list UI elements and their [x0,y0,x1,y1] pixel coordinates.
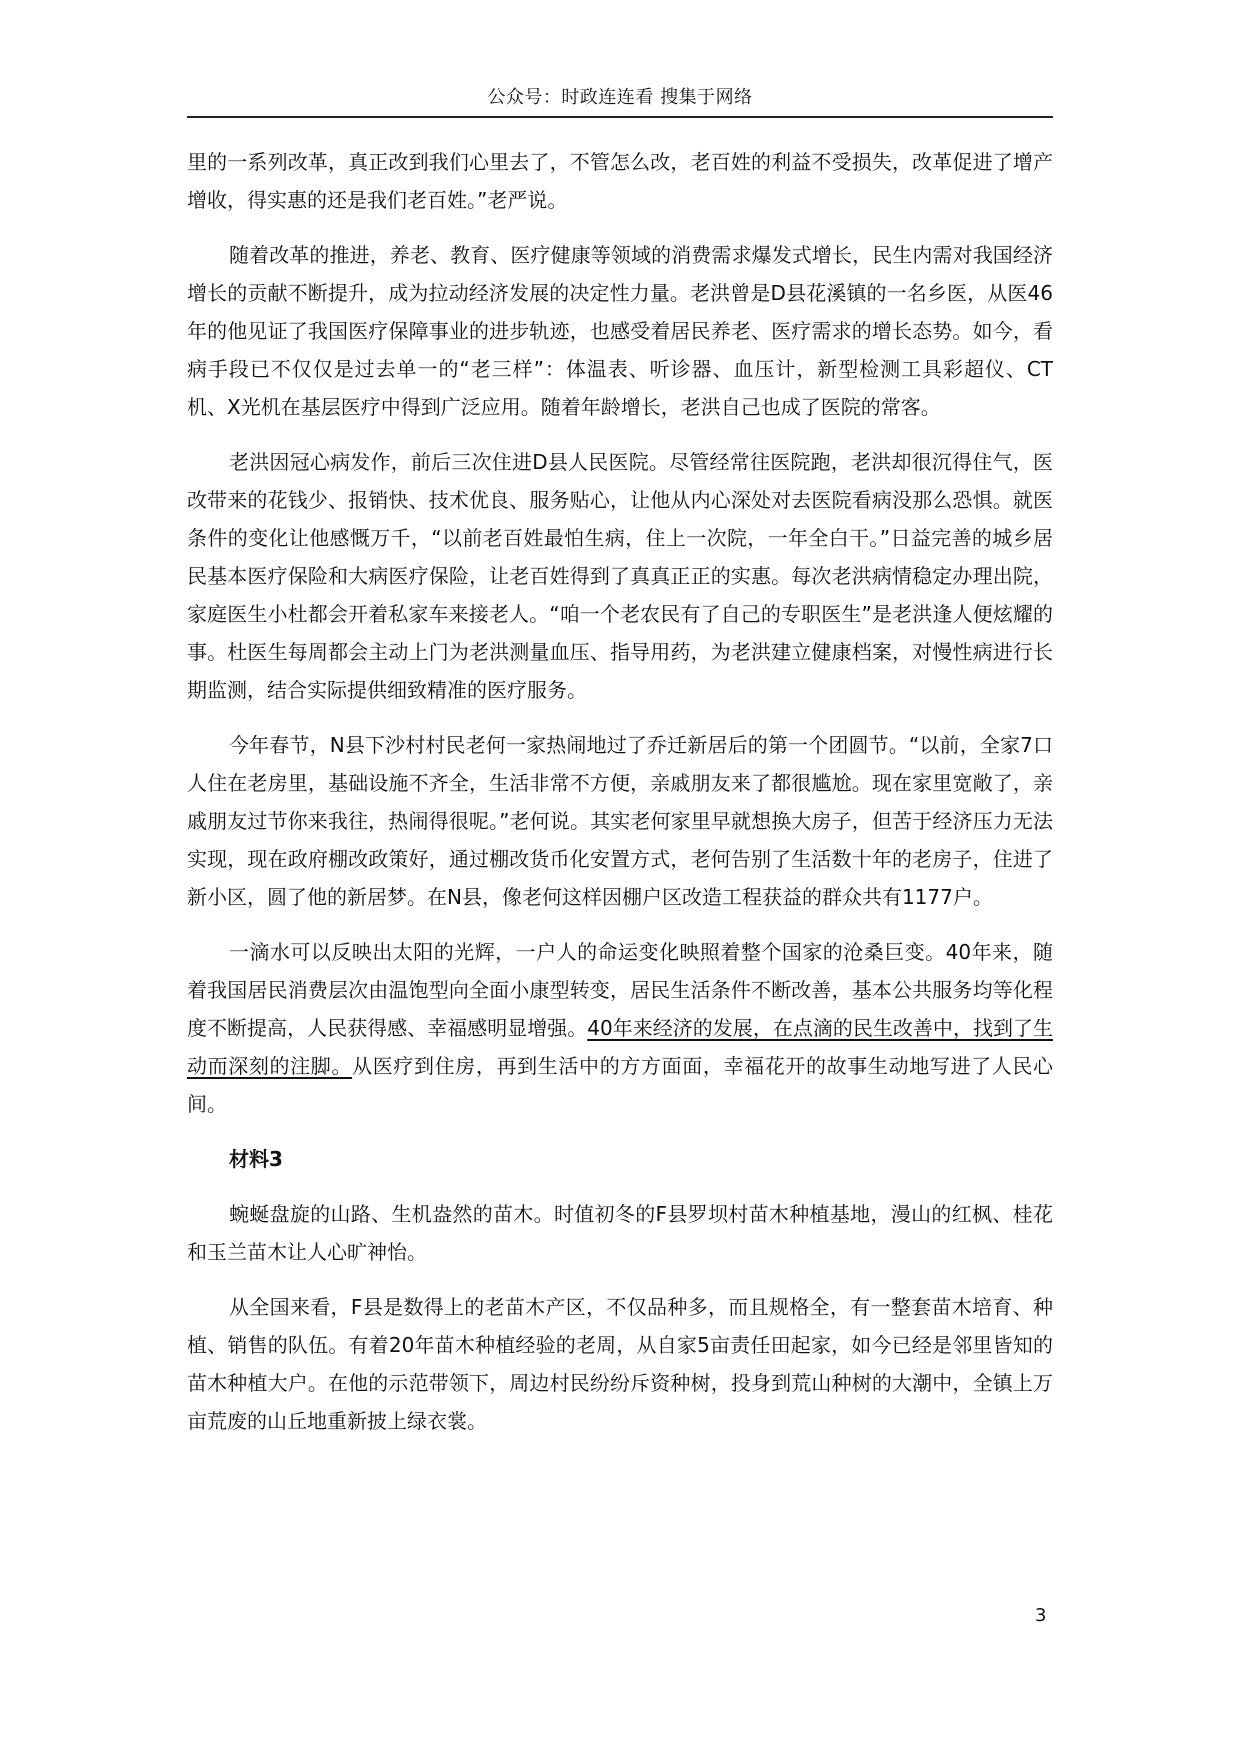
paragraph-5-text-before: 一滴水可以反映出太阳的光辉，一户人的命运变化映照着整个国家的沧桑巨变。40年来，随着我国居民消费层次由温饱型向全面小康型转变，居民生活条件不断改善，基本公共服务均等化程度不断提高，人民获得感、幸福感明显增强。 [187,940,1053,1040]
paragraph-4: 今年春节，N县下沙村村民老何一家热闹地过了乔迁新居后的第一个团圆节。“以前，全家7口人住在老房里，基础设施不齐全，生活非常不方便，亲戚朋友来了都很尴尬。现在家里宽敞了，亲戚朋友过节你来我往，热闹得很呢。”老何说。其实老何家里早就想换大房子，但苦于经济压力无法实现，现在政府棚改政策好，通过棚改货币化安置方式，老何告别了生活数十年的老房子，住进了新小区，圆了他的新居梦。在N县，像老何这样因棚户区改造工程获益的群众共有1177户。 [187,733,1053,909]
header-text: 公众号：时政连连看 搜集于网络 [487,87,753,108]
section-paragraph-2: 从全国来看，F县是数得上的老苗木产区，不仅品种多，而且规格全，有一整套苗木培育、种植、销售的队伍。有着20年苗木种植经验的老周，从自家5亩责任田起家，如今已经是邻里皆知的苗木种植大户。在他的示范带领下，周边村民纷纷斥资种树，投身到荒山种树的大潮中，全镇上万亩荒废的山丘地重新披上绿衣裳。 [187,1295,1053,1433]
paragraph-5 [187,933,1053,1123]
paragraph-1: 里的一系列改革，真正改到我们心里去了，不管怎么改，老百姓的利益不受损失，改革促进了增产增收，得实惠的还是我们老百姓。”老严说。 [187,150,1053,212]
section-title: 材料3 [229,1147,283,1171]
section-paragraph-1: 蜿蜒盘旋的山路、生机盎然的苗木。时值初冬的F县罗坝村苗木种植基地，漫山的红枫、桂花和玉兰苗木让人心旷神怡。 [187,1202,1053,1264]
paragraph-2: 随着改革的推进，养老、教育、医疗健康等领域的消费需求爆发式增长，民生内需对我国经济增长的贡献不断提升，成为拉动经济发展的决定性力量。老洪曾是D县花溪镇的一名乡医，从医46年的他见证了我国医疗保障事业的进步轨迹，也感受着居民养老、医疗需求的增长态势。如今，看病手段已不仅仅是过去单一的“老三样”：体温表、听诊器、血压计，新型检测工具彩超仪、CT机、X光机在基层医疗中得到广泛应用。随着年龄增长，老洪自己也成了医院的常客。 [187,243,1053,419]
paragraph-3: 老洪因冠心病发作，前后三次住进D县人民医院。尽管经常往医院跑，老洪却很沉得住气，医改带来的花钱少、报销快、技术优良、服务贴心，让他从内心深处对去医院看病没那么恐惧。就医条件的变化让他感慨万千，“以前老百姓最怕生病，住上一次院，一年全白干。”日益完善的城乡居民基本医疗保险和大病医疗保险，让老百姓得到了真真正正的实惠。每次老洪病情稳定办理出院，家庭医生小杜都会开着私家车来接老人。“咱一个老农民有了自己的专职医生”是老洪逢人便炫耀的事。杜医生每周都会主动上门为老洪测量血压、指导用药，为老洪建立健康档案，对慢性病进行长期监测，结合实际提供细致精准的医疗服务。 [187,450,1053,702]
underlined-sentence: 40年来经济的发展，在点滴的民生改善中，找到了生动而深刻的注脚。 [187,1016,1054,1078]
page-header [187,84,1053,118]
paragraph-5-text-after: 从医疗到住房，再到生活中的方方面面，幸福花开的故事生动地写进了人民心间。 [187,1054,1054,1116]
document-body [187,143,1053,1457]
page-number: 3 [1035,1605,1047,1626]
